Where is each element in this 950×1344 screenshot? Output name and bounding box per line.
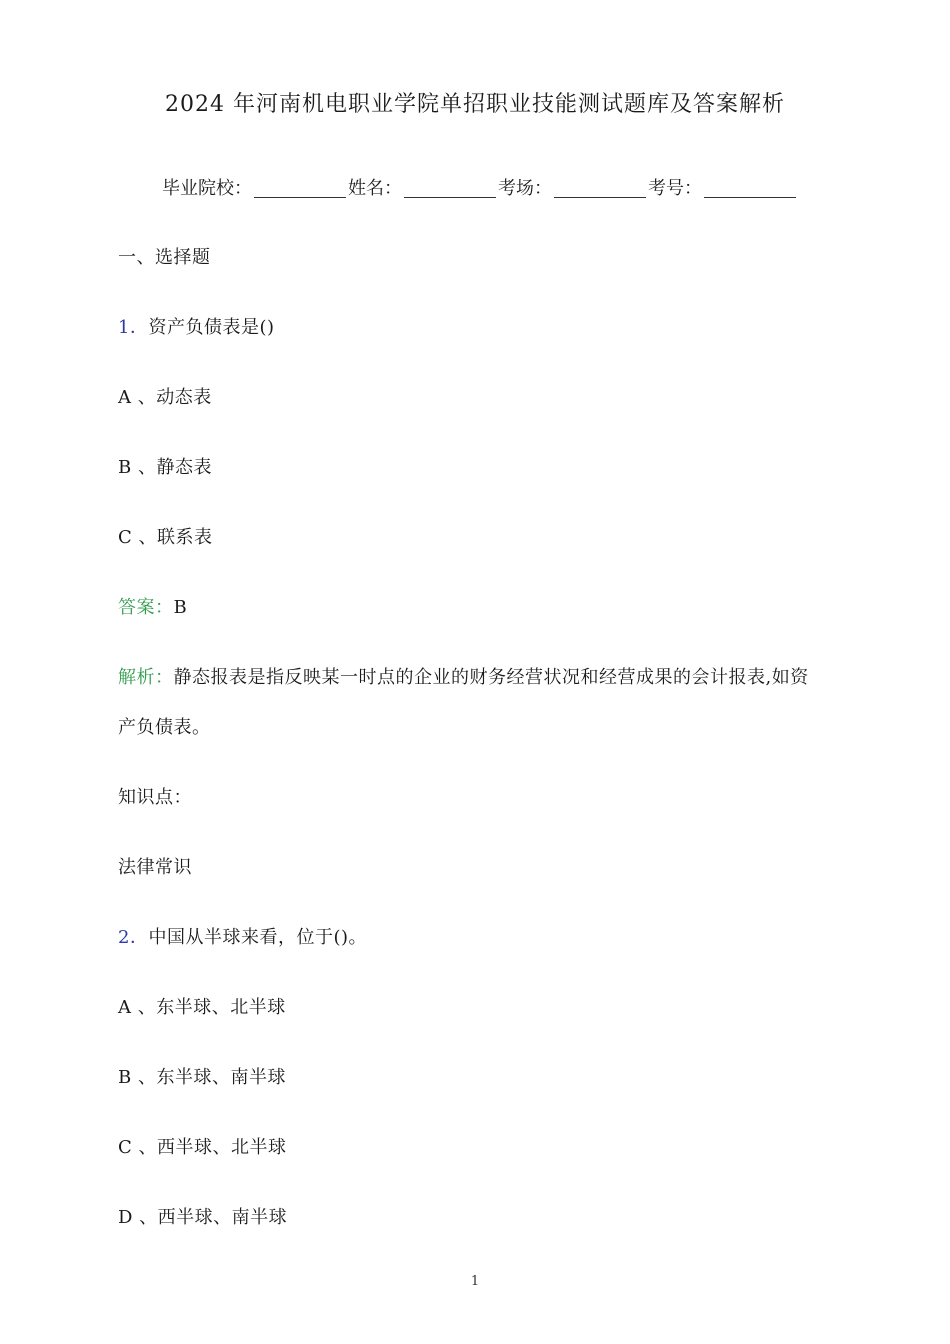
page-number: 1 [470,1274,480,1289]
exam-info-row [162,177,798,201]
option-c: C 、联系表 [118,527,213,548]
name-blank [404,196,496,198]
knowledge-label: 知识点： [118,787,192,808]
option-d: D 、西半球、南半球 [118,1207,288,1228]
number-blank [704,196,796,198]
answer-line [118,596,187,620]
room-label: 考场： [498,178,552,199]
room-blank [554,196,646,198]
question-number: 2． [118,927,149,948]
option-c: C 、西半球、北半球 [118,1137,287,1158]
question-text: 资产负债表是() [148,317,275,338]
option-b: B 、静态表 [118,457,212,478]
document-title: 2024 年河南机电职业学院单招职业技能测试题库及答案解析 [165,92,785,117]
analysis-line-2: 产负债表。 [118,717,211,738]
answer-value: B [173,597,188,618]
number-label: 考号： [648,178,702,199]
school-blank [254,196,346,198]
name-label: 姓名： [348,178,402,199]
question-number: 1． [118,317,149,338]
analysis-label: 解析： [118,667,174,688]
answer-label: 答案： [118,597,174,618]
question-2 [118,926,367,950]
option-a: A 、动态表 [118,387,212,408]
option-a: A 、东半球、北半球 [118,997,286,1018]
knowledge-value: 法律常识 [118,857,192,878]
school-label: 毕业院校： [162,178,252,199]
analysis-text: 静态报表是指反映某一时点的企业的财务经营状况和经营成果的会计报表,如资 [173,667,809,688]
question-1 [118,316,275,340]
section-heading: 一、选择题 [118,247,211,268]
question-text: 中国从半球来看，位于()。 [148,927,367,948]
analysis-line-1 [118,666,809,690]
option-b: B 、东半球、南半球 [118,1067,286,1088]
